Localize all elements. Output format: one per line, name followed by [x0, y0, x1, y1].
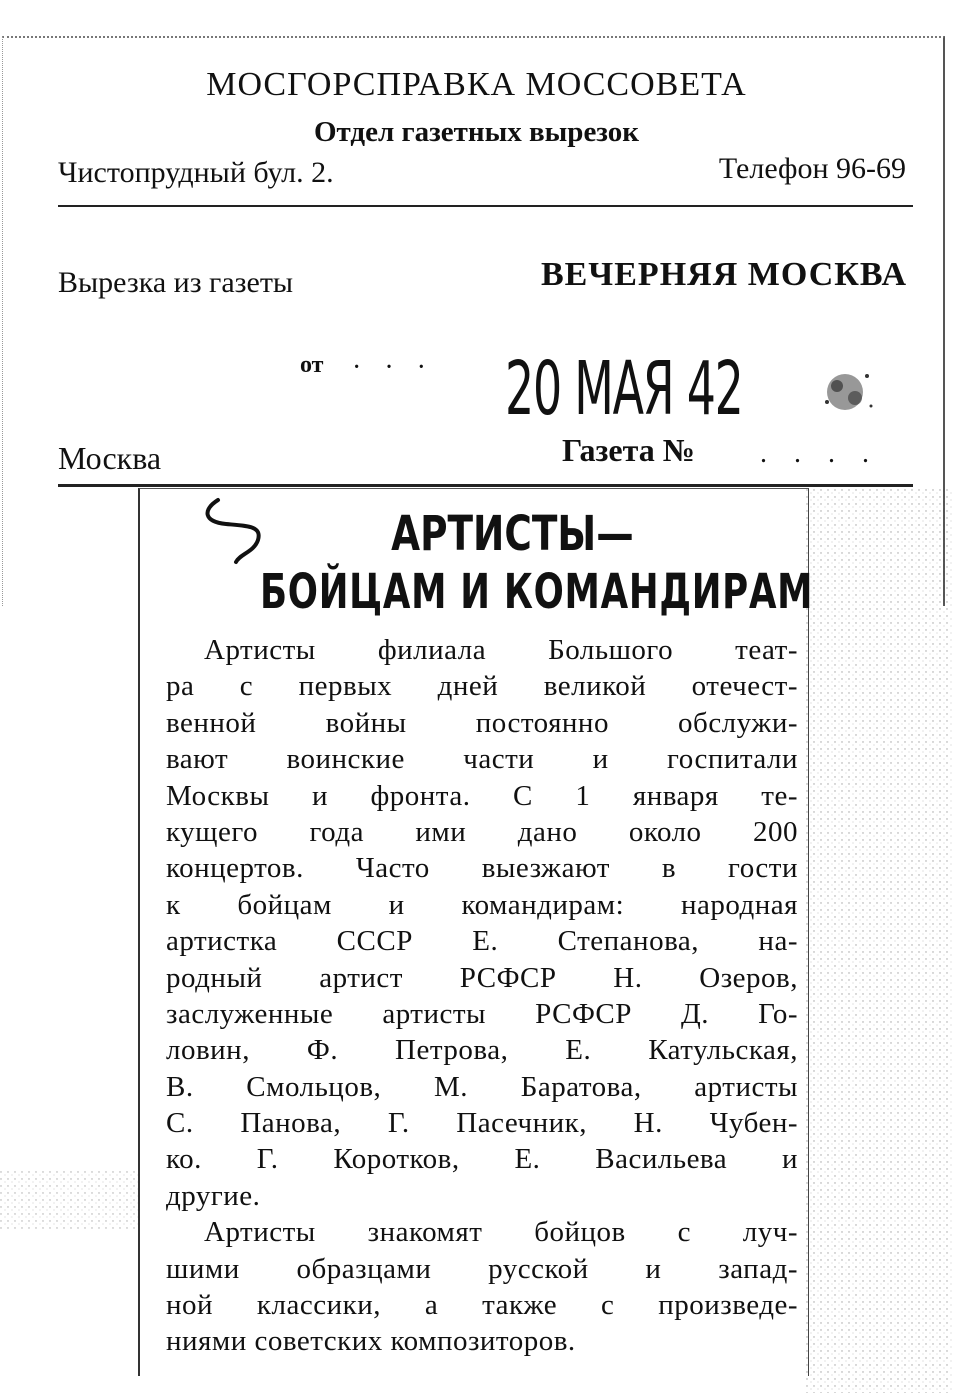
dotted-fill: . . . .	[760, 438, 879, 469]
headline-line-1: АРТИСТЫ—	[391, 506, 634, 562]
text-line: артистка СССР Е. Степанова, на-	[166, 925, 798, 958]
text-line: ловин, Ф. Петрова, Е. Катульская,	[166, 1034, 798, 1067]
headline-line-2: БОЙЦАМ И КОМАНДИРАМ	[259, 564, 814, 620]
text-line: родный артист РСФСР Н. Озеров,	[166, 961, 798, 994]
paper-texture	[0, 1170, 138, 1230]
text-line: заслуженные артисты РСФСР Д. Го-	[166, 997, 798, 1030]
date-prefix: от	[300, 352, 324, 378]
date-stamp: 20 МАЯ 42	[505, 346, 743, 432]
issue-number-label: Газета №	[562, 432, 695, 468]
text-line: другие.	[166, 1179, 261, 1212]
paragraph-1	[166, 632, 798, 1214]
text-line: В. Смольцов, М. Баратова, артисты	[166, 1070, 798, 1103]
text-line: кущего года ими дано около 200	[166, 815, 798, 848]
paper-texture	[806, 488, 953, 1393]
city: Москва	[58, 440, 162, 476]
phone: Телефон 96-69	[718, 152, 906, 185]
newspaper-name: ВЕЧЕРНЯЯ МОСКВА	[540, 256, 907, 293]
text-line: Артисты знакомят бойцов с луч-	[204, 1216, 798, 1249]
text-line: к бойцам и командирам: народная	[166, 888, 798, 921]
clipping-source-label: Вырезка из газеты	[58, 266, 294, 299]
divider-line	[58, 484, 913, 487]
text-line: С. Панова, Г. Пасечник, Н. Чубен-	[166, 1107, 798, 1140]
department-name: Отдел газетных вырезок	[313, 116, 640, 148]
text-line: ниями советских композиторов.	[166, 1325, 576, 1358]
article-body	[166, 632, 798, 1360]
ink-smudge-icon	[815, 362, 881, 422]
text-line: венной войны постоянно обслужи-	[166, 706, 798, 739]
text-line: ко. Г. Коротков, Е. Васильева и	[166, 1143, 798, 1176]
paragraph-2	[166, 1214, 798, 1360]
text-line: ной классики, а также с произведе-	[166, 1289, 798, 1322]
dotted-fill: · · ·	[352, 352, 434, 383]
text-line: концертов. Часто выезжают в гости	[166, 852, 798, 885]
text-line: Артисты филиала Большого теат-	[204, 634, 798, 666]
text-line: вают воинские части и госпитали	[166, 743, 798, 776]
divider-line	[58, 205, 913, 207]
text-line: Москвы и фронта. С 1 января те-	[166, 779, 798, 812]
text-line: шими образцами русской и запад-	[166, 1252, 798, 1285]
org-name: МОСГОРСПРАВКА МОССОВЕТА	[206, 66, 747, 103]
text-line: ра с первых дней великой отечест-	[166, 670, 798, 703]
address: Чистопрудный бул. 2.	[58, 156, 334, 189]
